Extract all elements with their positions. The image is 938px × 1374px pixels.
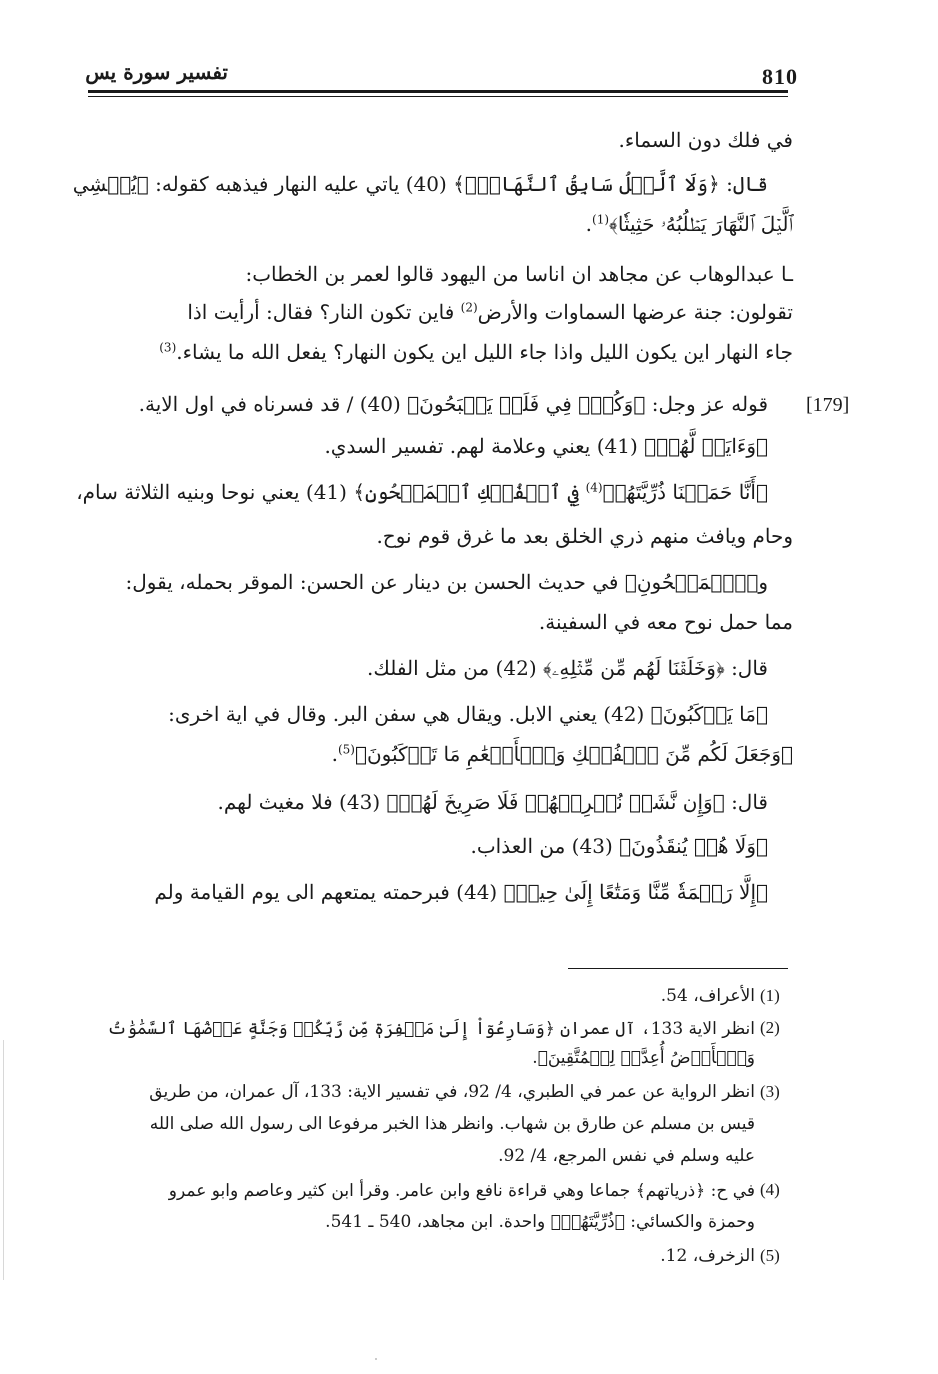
footnote-marker: (2) xyxy=(460,300,478,315)
footnote-line: عليه وسلم في نفس المرجع، 4/ 92. xyxy=(498,1146,755,1166)
body-line: قال: ﴿وَخَلَقۡنَا لَهُم مِّن مِّثۡلِهِۦ﴾ (42) من مثل الفلك. xyxy=(367,656,768,680)
body-line xyxy=(187,300,793,324)
footnote-line: الزخرف، 12. xyxy=(660,1246,755,1266)
footnote-marker: (4) xyxy=(585,480,603,495)
header-rule-thick xyxy=(88,90,788,93)
quran-quote: ﴿أَنَّا حَمَلۡنَا ذُرِّيَّتَهُمۡ xyxy=(602,480,768,504)
body-line: ـا عبدالوهاب عن مجاهد ان اناسا من اليهود قالوا لعمر بن الخطاب: xyxy=(245,262,793,286)
footnote-number: (4) xyxy=(760,1180,780,1199)
margin-folio-reference: [179] xyxy=(806,394,850,416)
scan-speck xyxy=(375,1358,377,1360)
body-line: قال: ﴿وَلَا ٱلَّيۡلُ سَابِقُ ٱلنَّهَارِۚ﴾ (40) ياتي عليه النهار فيذهبه كقوله: ﴿يُغۡشِي xyxy=(72,172,768,196)
body-line: ﴿مَا يَرۡكَبُونَ﴾ (42) يعني الابل. ويقال هي سفن البر. وقال في اية اخرى: xyxy=(168,702,768,726)
body-text: جاء النهار اين يكون الليل واذا جاء الليل اين يكون النهار؟ يفعل الله ما يشاء. xyxy=(176,340,793,364)
footnote-number: (5) xyxy=(760,1246,780,1265)
body-line: ﴿إِلَّا رَحۡمَةٗ مِّنَّا وَمَتَٰعًا إِلَىٰ حِينٖ﴾ (44) فبرحمته يمتعهم الى يوم القيامة ولم xyxy=(154,880,768,904)
running-head: تفسير سورة يس xyxy=(85,60,228,84)
body-line: و﴿ٱلۡمَشۡحُونِ﴾ في حديث الحسن بن دينار عن الحسن: الموقر بحمله، يقول: xyxy=(125,570,768,594)
footnote-number: (1) xyxy=(760,986,780,1005)
quran-quote: ٱلَّيۡلَ ٱلنَّهَارَ يَطۡلُبُهُۥ حَثِيثٗا﴾ xyxy=(609,212,793,236)
body-text: فاين تكون النار؟ فقال: أرأيت اذا xyxy=(187,300,461,324)
body-text: فِي ٱلۡفُلۡكِ ٱلۡمَشۡحُونِ﴾ (41) يعني نوحا وبنيه الثلاثة سام، xyxy=(76,480,586,504)
body-line xyxy=(76,480,768,504)
footnote-number: (3) xyxy=(760,1082,780,1101)
body-line: مما حمل نوح معه في السفينة. xyxy=(538,610,793,634)
footnote-marker: (3) xyxy=(159,340,177,355)
footnote-line: انظر الاية 133، آل عمران ﴿وَسَارِعُوٓاْ إِلَىٰ مَغۡفِرَةٖ مِّن رَّبِّكُمۡ وَجَنَّةٍ عَرۡضُهَا ٱلسَّمَٰوَٰتُ xyxy=(107,1019,755,1039)
footnote-line: الأعراف، 54. xyxy=(660,986,755,1006)
body-text: تقولون: جنة عرضها السماوات والأرض xyxy=(477,300,793,324)
footnote-line: في ح: ﴿ذرياتهم﴾ جماعا وهي قراءة نافع وابن عامر. وقرأ ابن كثير وعاصم وابو عمرو xyxy=(168,1181,755,1201)
header-rule-thin xyxy=(88,96,788,97)
body-line: ﴿وَءَايَةٞ لَّهُمۡ﴾ (41) يعني وعلامة لهم. تفسير السدي. xyxy=(324,434,768,458)
footnote-number: (2) xyxy=(760,1018,780,1037)
quran-quote: ﴿وَجَعَلَ لَكُم مِّنَ ٱلۡفُلۡكِ وَٱلۡأَنۡعَٰمِ مَا تَرۡكَبُونَ﴾ xyxy=(354,742,793,766)
body-line: ﴿وَجَعَلَ لَكُم مِّنَ ٱلۡفُلۡكِ وَٱلۡأَنۡعَٰمِ مَا تَرۡكَبُونَ﴾$^{(5)}$. xyxy=(331,742,793,766)
footnote-separator xyxy=(568,968,788,969)
body-line: ٱلَّيۡلَ ٱلنَّهَارَ يَطۡلُبُهُۥ حَثِيثٗا﴾$^{(1)}$. xyxy=(585,212,793,236)
page-number: 810 xyxy=(762,64,798,89)
body-line: وحام ويافث منهم ذري الخلق بعد ما غرق قوم نوح. xyxy=(376,524,793,548)
body-line: في فلك دون السماء. xyxy=(618,128,793,152)
footnote-line: قيس بن مسلم عن طارق بن شهاب. وانظر هذا الخبر مرفوعا الى رسول الله صلى الله xyxy=(149,1114,755,1134)
body-line xyxy=(159,340,793,364)
footnote-marker: (5) xyxy=(337,742,355,757)
body-line: قال: ﴿وَإِن نَّشَأۡ نُغۡرِقۡهُمۡ فَلَا صَرِيخَ لَهُمۡ﴾ (43) فلا مغيث لهم. xyxy=(217,790,768,814)
footnote-line: وحمزة والكسائي: ﴿ذُرِّيَّتَهُمۡ﴾ واحدة. ابن مجاهد، 540 ـ 541. xyxy=(325,1212,755,1232)
body-line: قوله عز وجل: ﴿وَكُلّٞ فِي فَلَكٖ يَسۡبَحُونَ﴾ (40) / قد فسرناه في اول الاية. xyxy=(138,392,768,416)
scan-edge xyxy=(3,1040,4,1280)
footnote-marker: (1) xyxy=(592,212,610,227)
body-line: ﴿وَلَا هُمۡ يُنقَذُونَ﴾ (43) من العذاب. xyxy=(470,834,768,858)
footnote-line: وَٱلۡأَرۡضُ أُعِدَّتۡ لِلۡمُتَّقِينَ﴾. xyxy=(532,1048,755,1068)
footnote-line: انظر الرواية عن عمر في الطبري، 4/ 92، في تفسير الاية: 133، آل عمران، من طريق xyxy=(149,1082,755,1102)
